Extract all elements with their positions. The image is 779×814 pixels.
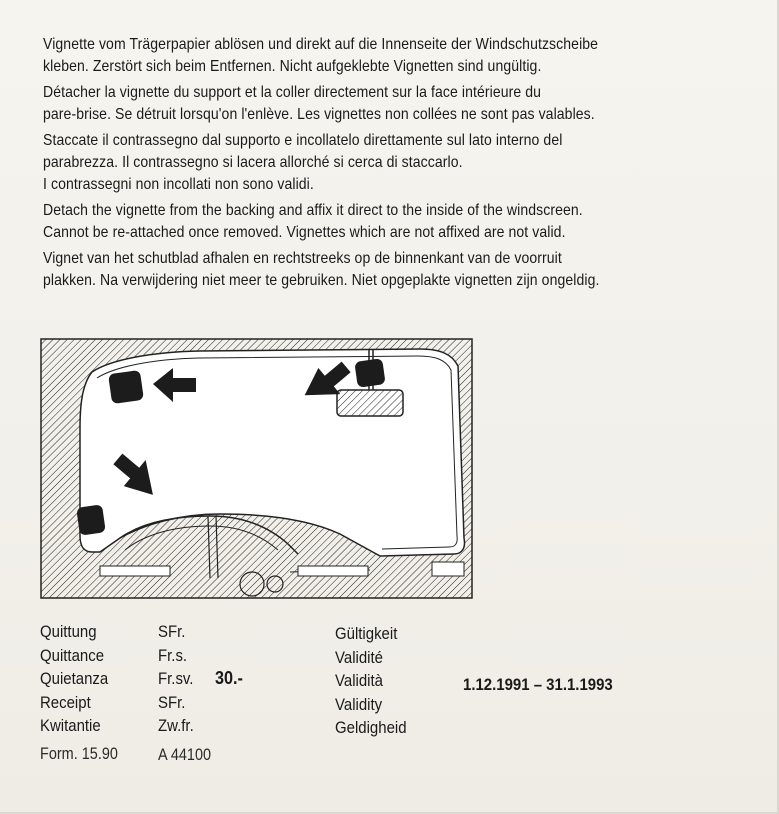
receipt-label: Kwitantie <box>40 716 101 735</box>
receipt-label: Receipt <box>40 692 91 712</box>
receipt-label: Quittung <box>40 622 97 641</box>
receipt-label: Quietanza <box>40 669 109 688</box>
price-amount: 30.- <box>215 668 243 688</box>
instruction-line: kleben. Zerstört sich beim Entfernen. Nicht aufgeklebte Vignetten sind ungültig. <box>43 58 542 75</box>
currency-label: Zw.fr. <box>158 716 194 735</box>
validity-label: Gültigkeit <box>335 624 398 643</box>
instruction-line: Cannot be re-attached once removed. Vignettes which are not affixed are not valid. <box>43 224 566 241</box>
currency-label: Fr.s. <box>158 645 188 665</box>
instructions-french <box>43 82 754 126</box>
instruction-line: Vignette vom Trägerpapier ablösen und direkt auf die Innenseite der Windschutzscheibe <box>43 36 599 53</box>
currency-label: SFr. <box>158 622 186 641</box>
vignette-square-icon <box>108 370 144 404</box>
instruction-line: plakken. Na verwijdering niet meer te gebruiken. Niet opgeplakte vignetten zijn ongeldig. <box>43 272 600 289</box>
validity-label: Validité <box>335 647 383 667</box>
currency-label: Fr.sv. <box>158 669 194 688</box>
validity-labels <box>335 622 407 740</box>
instruction-line: parabrezza. Il contrassegno si lacera allorché si cerca di staccarlo. <box>43 154 463 171</box>
instructions-dutch <box>43 248 754 292</box>
instruction-line: Staccate il contrassegno dal supporto e incollatelo direttamente sul lato interno del <box>43 132 563 149</box>
validity-label: Geldigheid <box>335 718 407 737</box>
validity-label: Validità <box>335 671 383 690</box>
receipt-labels <box>40 620 108 738</box>
form-number: Form. 15.90 <box>40 744 118 763</box>
receipt-label: Quittance <box>40 645 105 665</box>
validity-dates: 1.12.1991 – 31.1.1993 <box>463 675 613 694</box>
vignette-square-icon <box>76 504 106 535</box>
instructions-english <box>43 200 754 244</box>
windscreen-diagram <box>40 338 474 600</box>
currency-labels <box>158 620 194 738</box>
instructions-german <box>43 34 754 78</box>
validity-label: Validity <box>335 694 383 714</box>
instruction-line: I contrassegni non incollati non sono validi. <box>43 176 314 193</box>
currency-label: SFr. <box>158 692 186 712</box>
instruction-line: pare-brise. Se détruit lorsqu'on l'enlève. Les vignettes non collées ne sont pas valables. <box>43 106 595 123</box>
vignette-square-icon <box>354 358 385 388</box>
instructions-italian <box>43 130 754 196</box>
instruction-line: Détacher la vignette du support et la coller directement sur la face intérieure du <box>43 84 542 101</box>
serial-number: A 44100 <box>158 745 212 764</box>
instructions-block <box>43 34 684 296</box>
instruction-line: Vignet van het schutblad afhalen en rechtstreeks op de binnenkant van de voorruit <box>43 250 562 267</box>
instruction-line: Detach the vignette from the backing and affix it direct to the inside of the windscreen. <box>43 202 583 219</box>
